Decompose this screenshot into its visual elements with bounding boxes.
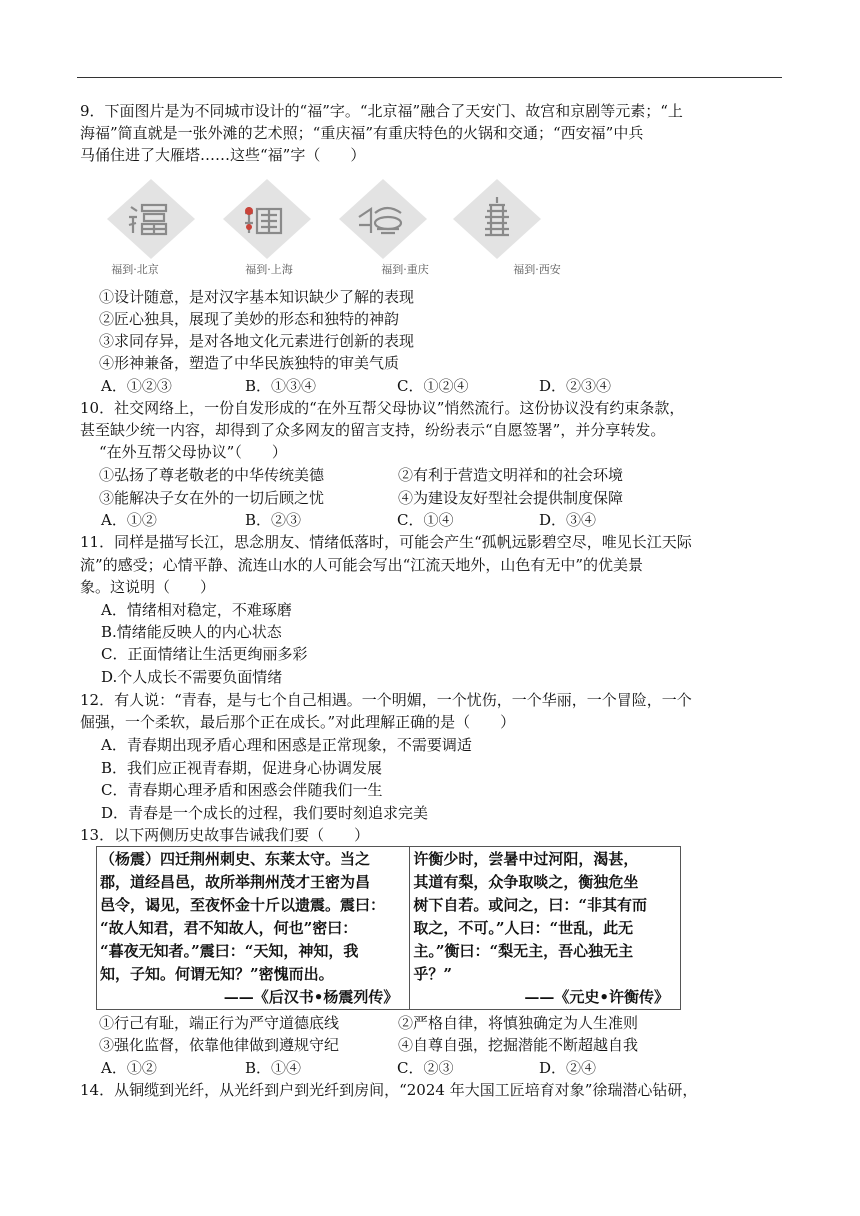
q9-statement-3: ③求同存异，是对各地文化元素进行创新的表现 <box>99 332 415 350</box>
q11-option-d[interactable]: D.个人成长不需要负面情绪 <box>101 668 283 686</box>
fu-beijing-icon <box>95 177 207 261</box>
story-source: ——《后汉书•杨震列传》 <box>223 988 399 1006</box>
q10-stem-line-1: 10．社交网络上，一份自发形成的“在外互帮父母协议”悄然流行。这份协议没有约束条款， <box>80 399 685 417</box>
q11-option-a[interactable]: A．情绪相对稳定，不难琢磨 <box>101 601 292 619</box>
fu-xian-caption: 福到·西安 <box>513 263 561 276</box>
fu-xian-icon <box>441 177 553 261</box>
q13-statement-2: ②严格自律，将慎独确定为人生准则 <box>398 1014 639 1032</box>
fu-chongqing-icon <box>327 177 439 261</box>
q11-option-c[interactable]: C．正面情绪让生活更绚丽多彩 <box>101 645 308 663</box>
q13-option-c[interactable]: C．②③ <box>397 1059 454 1077</box>
story-line: 树下自若。或问之，曰：“非其有而 <box>413 896 647 914</box>
q13-statement-3: ③强化监督，依靠他律做到遵规守纪 <box>99 1036 340 1054</box>
q12-option-d[interactable]: D．青春是一个成长的过程，我们要时刻追求完美 <box>101 804 429 822</box>
q12-option-c[interactable]: C．青春期心理矛盾和困惑会伴随我们一生 <box>101 781 383 799</box>
q13-option-a[interactable]: A．①② <box>101 1059 157 1077</box>
header-rule <box>77 77 782 78</box>
xu-heng-story <box>410 847 681 1010</box>
history-stories-table <box>96 846 681 1010</box>
q9-option-a[interactable]: A．①②③ <box>101 377 172 395</box>
q10-stem-line-2: 甚至缺少统一内容，却得到了众多网友的留言支持，纷纷表示“自愿签署”，并分享转发。 <box>80 421 666 439</box>
q9-statement-4: ④形神兼备，塑造了中华民族独特的审美气质 <box>99 354 400 372</box>
q11-stem-line-3: 象。这说明（ ） <box>80 578 216 596</box>
q9-stem-line-2: 海福”简直就是一张外滩的艺术照；“重庆福”有重庆特色的火锅和交通；“西安福”中兵 <box>80 124 644 142</box>
q11-stem-line-1: 11．同样是描写长江，思念朋友、情绪低落时，可能会产生“孤帆远影碧空尽，唯见长江天际 <box>80 533 692 551</box>
fu-xian-image <box>441 177 561 276</box>
story-line: 其道有梨，众争取啖之，衡独危坐 <box>413 873 639 891</box>
story-line: “故人知君，君不知故人，何也”密曰： <box>100 919 358 937</box>
story-line: 取之，不可。”人曰：“世乱，此无 <box>413 919 634 937</box>
q9-stem-line-3: 马俑住进了大雁塔……这些“福”字（ ） <box>80 146 366 164</box>
q9-statement-2: ②匠心独具，展现了美妙的形态和独特的神韵 <box>99 310 400 328</box>
q10-option-a[interactable]: A．①② <box>101 511 157 529</box>
q9-stem-line-1: 9．下面图片是为不同城市设计的“福”字。“北京福”融合了天安门、故宫和京剧等元素；“上 <box>80 102 683 120</box>
q11-option-b[interactable]: B.情绪能反映人的内心状态 <box>101 623 282 641</box>
fu-beijing-caption: 福到·北京 <box>111 263 159 276</box>
fu-beijing-image <box>95 177 207 276</box>
story-line: 知，子知。何谓无知？”密愧而出。 <box>100 965 334 983</box>
q12-option-b[interactable]: B．我们应正视青春期，促进身心协调发展 <box>101 759 383 777</box>
q9-option-b[interactable]: B．①③④ <box>245 377 317 395</box>
q10-statement-3: ③能解决子女在外的一切后顾之忧 <box>99 489 325 507</box>
story-line: 邑令，谒见，至夜怀金十斤以遗震。震曰： <box>100 896 386 914</box>
q12-stem-line-2: 倔强，一个柔软，最后那个正在成长。”对此理解正确的是（ ） <box>80 713 516 731</box>
q11-stem-line-2: 流”的感受；心情平静、流连山水的人可能会写出“江流天地外，山色有无中”的优美景 <box>80 556 644 574</box>
q9-option-c[interactable]: C．①②④ <box>397 377 469 395</box>
q14-stem-line-1: 14．从铜缆到光纤，从光纤到户到光纤到房间，“2024 年大国工匠培育对象”徐瑞潜心钻研， <box>80 1081 698 1099</box>
q9-statement-1: ①设计随意，是对汉字基本知识缺少了解的表现 <box>99 288 415 306</box>
q10-option-b[interactable]: B．②③ <box>245 511 302 529</box>
fu-shanghai-caption: 福到·上海 <box>245 263 293 276</box>
fu-shanghai-icon <box>211 177 323 261</box>
q13-statement-1: ①行己有耻，端正行为严守道德底线 <box>99 1014 340 1032</box>
fu-chongqing-caption: 福到·重庆 <box>381 263 429 276</box>
story-source: ——《元史•许衡传》 <box>524 988 669 1006</box>
q13-stem: 13．以下两侧历史故事告诫我们要（ ） <box>80 826 370 844</box>
fu-shanghai-image <box>211 177 323 276</box>
q10-option-c[interactable]: C．①④ <box>397 511 454 529</box>
q13-statement-4: ④自尊自强，挖掘潜能不断超越自我 <box>398 1036 639 1054</box>
q9-option-d[interactable]: D．②③④ <box>539 377 612 395</box>
q13-option-d[interactable]: D．②④ <box>539 1059 597 1077</box>
q10-statement-2: ②有利于营造文明祥和的社会环境 <box>398 466 624 484</box>
fu-chongqing-image <box>327 177 439 276</box>
story-line: “暮夜无知者。”震曰：“天知，神知，我 <box>100 942 359 960</box>
q13-option-b[interactable]: B．①④ <box>245 1059 302 1077</box>
story-line: 主。”衡曰：“梨无主，吾心独无主 <box>413 942 634 960</box>
yang-zhen-story <box>97 847 410 1010</box>
q10-statement-4: ④为建设友好型社会提供制度保障 <box>398 489 624 507</box>
q10-option-d[interactable]: D．③④ <box>539 511 597 529</box>
q12-option-a[interactable]: A．青春期出现矛盾心理和困惑是正常现象，不需要调适 <box>101 736 472 754</box>
story-line: 许衡少时，尝暑中过河阳，渴甚， <box>413 850 639 868</box>
fu-images <box>95 177 561 282</box>
story-line: （杨震）四迁荆州刺史、东莱太守。当之 <box>100 850 371 868</box>
story-line: 乎？” <box>413 965 452 983</box>
q10-statement-1: ①弘扬了尊老敬老的中华传统美德 <box>99 466 325 484</box>
q12-stem-line-1: 12．有人说：“青春，是与七个自己相遇。一个明媚，一个忧伤，一个华丽，一个冒险，一个 <box>80 691 692 709</box>
story-line: 郡，道经昌邑，故所举荆州茂才王密为昌 <box>100 873 371 891</box>
q10-stem-line-3: “在外互帮父母协议”（ ） <box>99 443 287 461</box>
